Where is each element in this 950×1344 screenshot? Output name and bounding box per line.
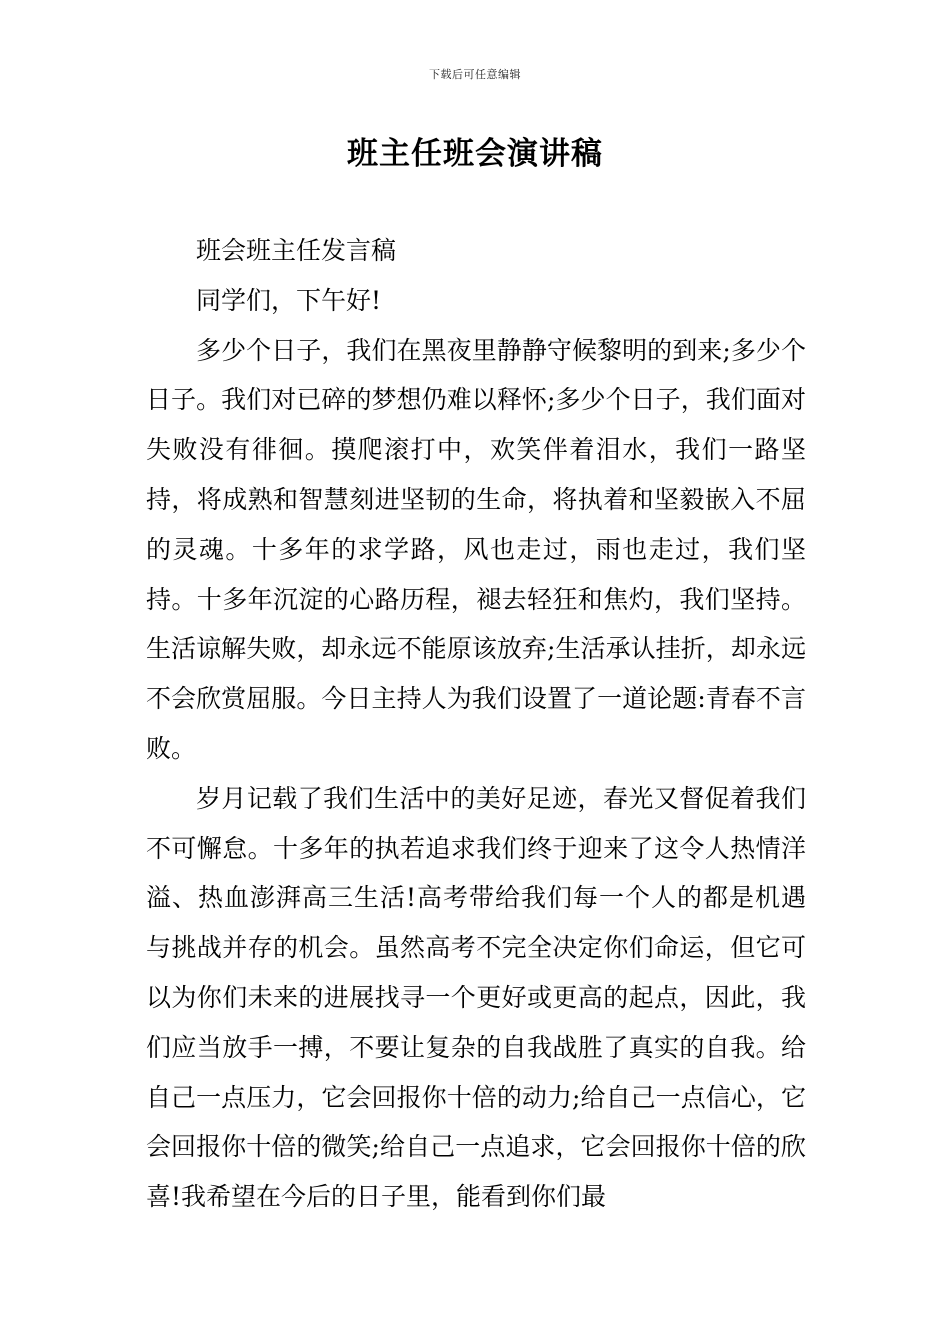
document-title: 班主任班会演讲稿	[347, 136, 603, 172]
document-body	[146, 226, 806, 1222]
paragraph-greeting: 同学们，下午好!	[196, 285, 382, 315]
paragraph: 多少个日子，我们在黑夜里静静守候黎明的到来;多少个日子。我们对已碎的梦想仍难以释怀;多少个日子，我们面对失败没有徘徊。摸爬滚打中，欢笑伴着泪水，我们一路坚持，将成熟和智慧刻进坚韧的生命，将执着和坚毅嵌入不屈的灵魂。十多年的求学路，风也走过，雨也走过，我们坚持。十多年沉淀的心路历程，褪去轻狂和焦灼，我们坚持。生活谅解失败，却永远不能原该放弃;生活承认挂折，却永远不会欣赏屈服。今日主持人为我们设置了一道论题:青春不言败。	[146, 335, 806, 763]
paragraph-subtitle: 班会班主任发言稿	[196, 236, 397, 265]
paragraph: 岁月记载了我们生活中的美好足迹，春光又督促着我们不可懈怠。十多年的执若追求我们终于迎来了这令人热情洋溢、热血澎湃高三生活!高考带给我们每一个人的都是机遇与挑战并存的机会。虽然高考不完全决定你们命运，但它可以为你们未来的进展找寻一个更好或更高的起点，因此，我们应当放手一搏，不要让复杂的自我战胜了真实的自我。给自己一点压力，它会回报你十倍的动力;给自己一点信心，它会回报你十倍的微笑;给自己一点追求，它会回报你十倍的欣喜!我希望在今后的日子里，能看到你们最	[146, 783, 806, 1212]
header-note: 下载后可任意编辑	[429, 68, 521, 81]
